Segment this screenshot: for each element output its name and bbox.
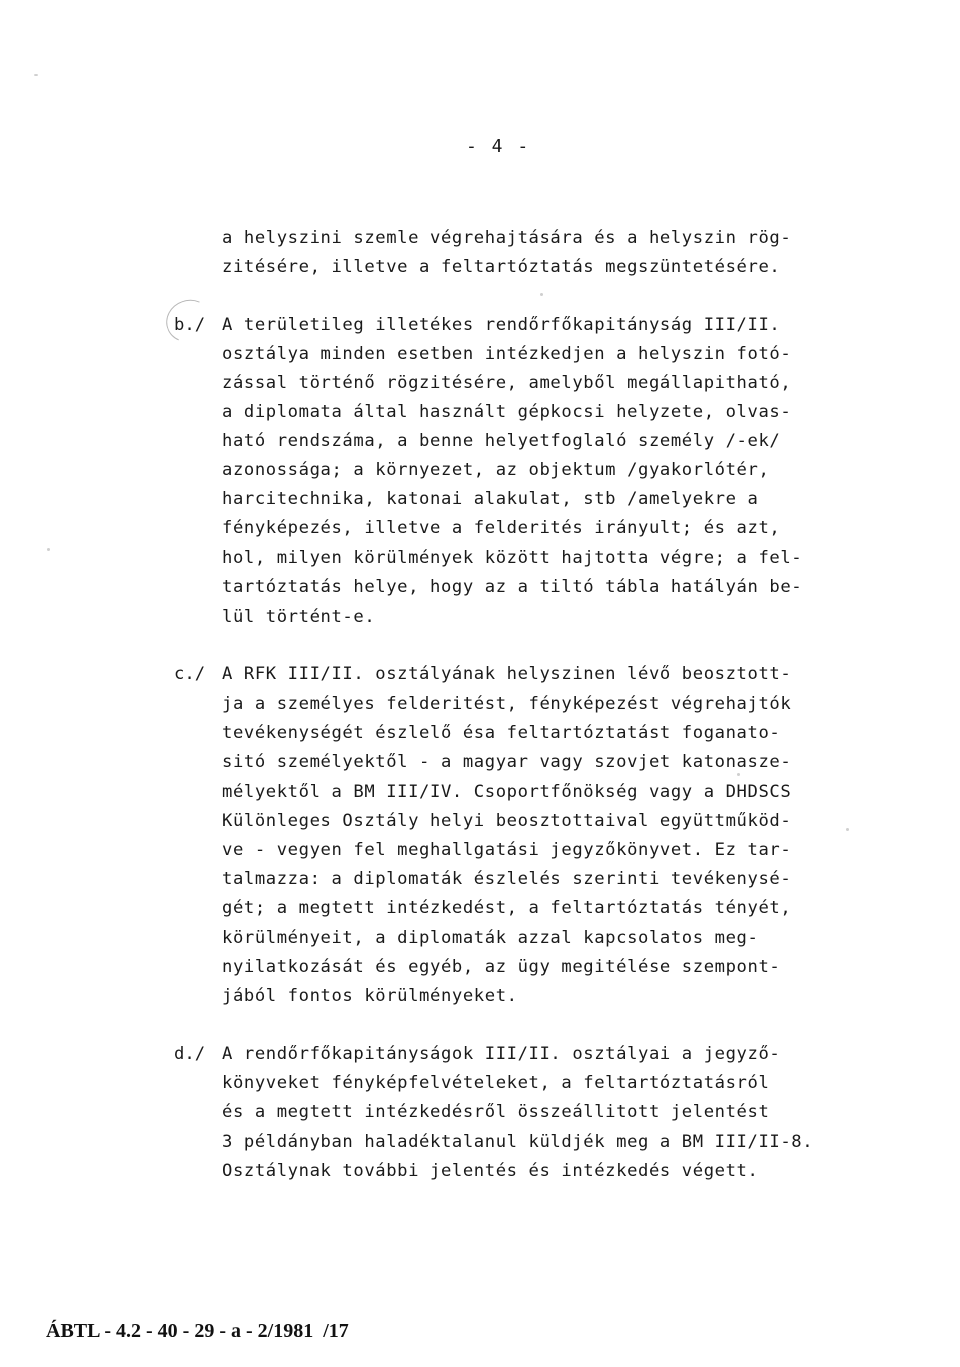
text-line: sitó személyektől - a magyar vagy szovjet katonasze- — [222, 752, 792, 772]
text-line: talmazza: a diplomaták észlelés szerinti tevékenysé- — [222, 869, 792, 889]
section-label: b./ — [174, 315, 206, 335]
scan-speck — [34, 74, 38, 76]
text-line: körülményeit, a diplomaták azzal kapcsolatos meg- — [222, 928, 759, 948]
text-line: jából fontos körülményeket. — [222, 986, 518, 1006]
text-line: gét; a megtett intézkedést, a feltartóztatás tényét, — [222, 898, 792, 918]
text-line: ve - vegyen fel meghallgatási jegyzőkönyvet. Ez tar- — [222, 840, 792, 860]
scan-speck — [737, 773, 740, 776]
text-line: hol, milyen körülmények között hajtotta végre; a fel- — [222, 548, 803, 568]
text-line: a helyszini szemle végrehajtására és a helyszin rög- — [222, 228, 792, 248]
text-line: és a megtett intézkedésről összeállitott jelentést — [222, 1102, 770, 1122]
text-line: zással történő rögzitésére, amelyből megállapitható, — [222, 373, 792, 393]
text-line: ható rendszáma, a benne helyetfoglaló személy /-ek/ — [222, 431, 781, 451]
section-label: d./ — [174, 1044, 206, 1064]
text-line: tevékenységét észlelő ésa feltartóztatást foganato- — [222, 723, 781, 743]
text-line: nyilatkozását és egyéb, az ügy megitélése szempont- — [222, 957, 781, 977]
text-line: tartóztatás helye, hogy az a tiltó tábla hatályán be- — [222, 577, 803, 597]
text-line: osztálya minden esetben intézkedjen a helyszin fotó- — [222, 344, 792, 364]
scan-speck — [47, 548, 50, 551]
text-line: 3 példányban haladéktalanul küldjék meg a BM III/II-8. — [222, 1132, 814, 1152]
text-line: harcitechnika, katonai alakulat, stb /amelyekre a — [222, 489, 759, 509]
text-line: mélyektől a BM III/IV. Csoportfőnökség vagy a DHDSCS — [222, 782, 792, 802]
text-line: azonossága; a környezet, az objektum /gyakorlótér, — [222, 460, 770, 480]
text-line: könyveket fényképfelvételeket, a feltartóztatásról — [222, 1073, 770, 1093]
text-line: A rendőrfőkapitányságok III/II. osztályai a jegyző- — [222, 1044, 781, 1064]
text-line: A RFK III/II. osztályának helyszinen lévő beosztott- — [222, 664, 792, 684]
archive-reference: ÁBTL - 4.2 - 40 - 29 - a - 2/1981 /17 — [46, 1320, 349, 1342]
page-number: - 4 - — [466, 136, 531, 157]
text-line: ja a személyes felderitést, fényképezést végrehajtók — [222, 694, 792, 714]
text-line: a diplomata által használt gépkocsi helyzete, olvas- — [222, 402, 792, 422]
scan-speck — [540, 293, 543, 296]
text-line: lül történt-e. — [222, 607, 376, 627]
text-line: A területileg illetékes rendőrfőkapitányság III/II. — [222, 315, 781, 335]
text-line: Különleges Osztály helyi beosztottaival együttműköd- — [222, 811, 792, 831]
text-line: Osztálynak további jelentés és intézkedés végett. — [222, 1161, 759, 1181]
section-label: c./ — [174, 664, 206, 684]
text-line: fényképezés, illetve a felderités irányult; és azt, — [222, 518, 781, 538]
text-line: zitésére, illetve a feltartóztatás megszüntetésére. — [222, 257, 781, 277]
scan-speck — [846, 828, 849, 831]
